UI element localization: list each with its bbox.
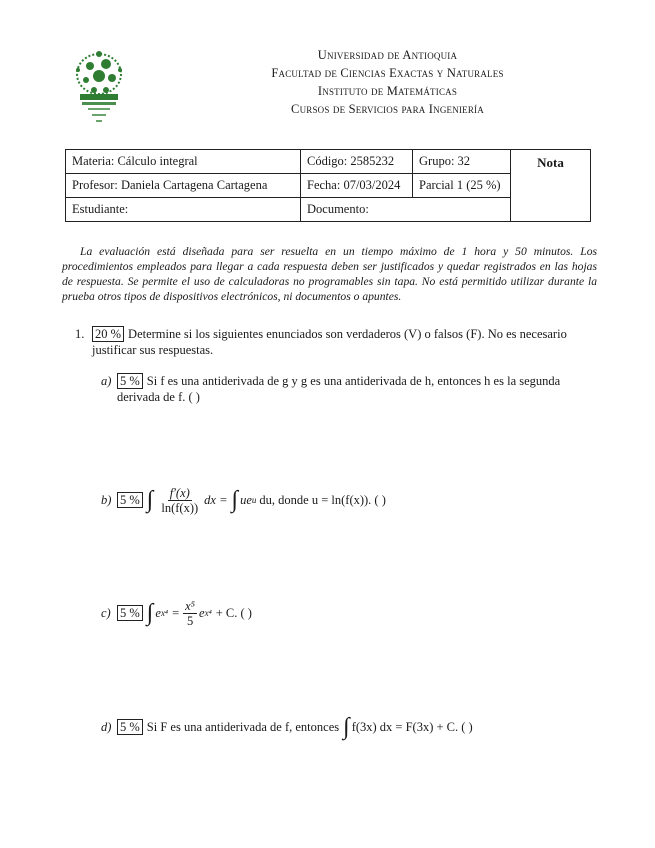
nota-cell[interactable]: Nota xyxy=(511,150,591,222)
item-b xyxy=(101,484,601,520)
fraction-denominator: 5 xyxy=(186,613,194,628)
university-seal-icon xyxy=(70,46,128,124)
math-text: e xyxy=(155,606,161,620)
question-weight-box: 20 % xyxy=(92,326,124,342)
institution-header xyxy=(200,46,575,118)
parcial-cell: Parcial 1 (25 %) xyxy=(413,174,511,198)
integral-sign-icon: ∫ xyxy=(343,714,350,740)
fraction xyxy=(183,599,197,628)
item-weight-box: 5 % xyxy=(117,492,143,508)
integral-sign-icon: ∫ xyxy=(146,487,154,513)
profesor-cell: Profesor: Daniela Cartagena Cartagena xyxy=(66,174,301,198)
math-text: ue xyxy=(240,493,252,507)
grupo-cell: Grupo: 32 xyxy=(413,150,511,174)
math-text: = xyxy=(172,606,180,620)
faculty-name: Facultad de Ciencias Exactas y Naturales xyxy=(271,66,504,80)
integral-sign-icon: ∫ xyxy=(146,600,154,626)
math-superscript: x⁴ xyxy=(160,608,169,618)
item-weight-box: 5 % xyxy=(117,719,143,735)
fraction-numerator: f′(x) xyxy=(169,485,190,500)
materia-cell: Materia: Cálculo integral xyxy=(66,150,301,174)
institute-name: Instituto de Matemáticas xyxy=(317,84,458,98)
item-weight-box: 5 % xyxy=(117,605,143,621)
math-text: du, donde u = ln(f(x)). ( ) xyxy=(259,493,386,507)
item-text: Si F es una antiderivada de f, entonces xyxy=(146,720,340,734)
item-c xyxy=(101,597,601,633)
exam-instructions: La evaluación está diseñada para ser resuelta en un tiempo máximo de 1 hora y 50 minutos. Los procedimientos empleados para llegar a cada respuesta deben ser justificados y quedar registrados en las hojas de respuesta. Se permite el uso de calculadoras no programables sin tapa. No está permitido utilizar durante la prueba otros tipos de dispositivos electrónicos, ni documentos o apuntes. xyxy=(62,245,597,303)
exam-info-table xyxy=(65,149,591,222)
item-label: b) xyxy=(101,493,112,507)
course-series: Cursos de Servicios para Ingeniería xyxy=(291,102,484,116)
fraction-numerator: x⁵ xyxy=(185,598,196,613)
item-d xyxy=(101,711,601,743)
item-text-line-1: Si f es una antiderivada de g y g es una antiderivada de h, entonces h es la segunda xyxy=(146,374,561,388)
item-text-line-2: derivada de f. ( ) xyxy=(117,390,200,404)
item-label: d) xyxy=(101,720,112,734)
item-label: a) xyxy=(101,374,112,388)
math-superscript: x⁴ xyxy=(204,608,212,618)
math-text: dx = xyxy=(204,493,228,507)
item-label: c) xyxy=(101,606,111,620)
fraction xyxy=(159,486,200,515)
math-text: f(3x) dx = F(3x) + C. ( ) xyxy=(351,720,473,734)
codigo-cell: Código: 2585232 xyxy=(301,150,413,174)
item-weight-box: 5 % xyxy=(117,373,143,389)
estudiante-cell[interactable]: Estudiante: xyxy=(66,198,301,222)
integral-sign-icon: ∫ xyxy=(231,487,239,513)
question-text: Determine si los siguientes enunciados son verdaderos (V) o falsos (F). No es necesario justificar sus respuestas. xyxy=(92,327,567,357)
university-name: Universidad de Antioquia xyxy=(317,48,458,62)
math-superscript: u xyxy=(251,495,257,505)
math-text: e xyxy=(199,606,205,620)
documento-cell[interactable]: Documento: xyxy=(301,198,511,222)
fraction-denominator: ln(f(x)) xyxy=(161,500,199,515)
fecha-cell: Fecha: 07/03/2024 xyxy=(301,174,413,198)
math-text: + C. ( ) xyxy=(215,606,252,620)
question-number: 1. xyxy=(75,327,85,341)
